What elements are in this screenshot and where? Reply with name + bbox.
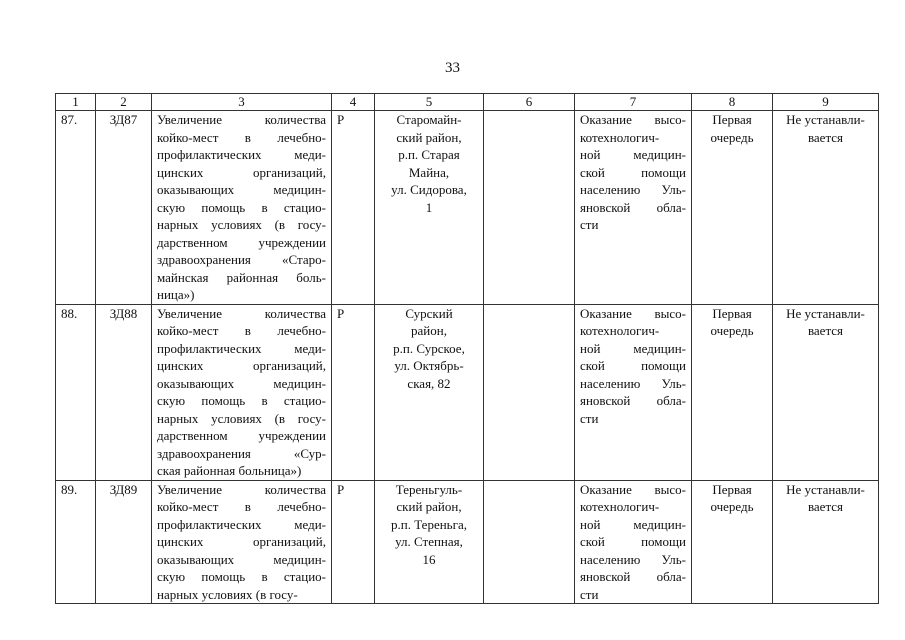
cell-text-line: 16: [422, 551, 436, 567]
cell-text-line: очередь: [710, 129, 754, 145]
cell-text-line: ница»): [157, 287, 195, 302]
cell-text-line: Оказание высо-: [580, 481, 686, 497]
cell-text-line: Не устанавли-: [786, 305, 865, 321]
cell-text-line: Старомайн-: [396, 112, 462, 127]
object-type: Р: [332, 111, 375, 305]
header-cell-4: 4: [332, 94, 375, 111]
cell-text-line: Оказание высо-: [580, 305, 686, 321]
cell-text-line: Первая: [712, 481, 752, 497]
table-row: [56, 304, 879, 480]
cell-text-line: вается: [807, 499, 844, 514]
cell-text-line: цинских организаций,: [157, 534, 326, 549]
cell-text-line: яновской обла-: [580, 393, 686, 408]
cell-text-line: Оказание высо-: [580, 112, 686, 127]
cell-text-line: населению Уль-: [580, 551, 686, 567]
cell-text-line: ская районная больница»): [157, 463, 302, 478]
header-cell-3: 3: [152, 94, 332, 111]
cell-text-line: котехнологич-: [580, 323, 660, 338]
row-number: 87.: [56, 111, 96, 305]
cell-text-line: нарных условиях (в госу-: [157, 217, 326, 232]
cell-text-line: оказывающих медицин-: [157, 182, 326, 197]
object-description: [152, 111, 332, 305]
cell-text-line: Первая: [712, 305, 752, 321]
object-type: Р: [332, 304, 375, 480]
object-location: [375, 480, 484, 604]
object-code: ЗД87: [96, 111, 152, 305]
cell-text-line: очередь: [710, 323, 754, 338]
cell-text-line: Не устанавли-: [786, 481, 865, 497]
cell-text-line: цинских организаций,: [157, 164, 326, 180]
object-location: [375, 111, 484, 305]
object-term: [773, 111, 879, 305]
object-code: ЗД88: [96, 304, 152, 480]
cell-text-line: ул. Степная,: [395, 534, 463, 549]
cell-text-line: ной медицин-: [580, 516, 686, 532]
row-number: 89.: [56, 480, 96, 604]
cell-text-line: оказывающих медицин-: [157, 551, 326, 567]
object-stage: [692, 480, 773, 604]
header-cell-7: 7: [575, 94, 692, 111]
cell-text-line: сти: [580, 410, 599, 426]
object-type: Р: [332, 480, 375, 604]
cell-text-line: майнская районная боль-: [157, 269, 326, 285]
cell-text-line: ной медицин-: [580, 147, 686, 162]
header-cell-8: 8: [692, 94, 773, 111]
cell-text-line: профилактических меди-: [157, 516, 326, 532]
cell-text-line: Майна,: [408, 164, 450, 180]
object-purpose: [575, 111, 692, 305]
object-code: ЗД89: [96, 480, 152, 604]
table-row: [56, 480, 879, 604]
cell-text-line: котехнологич-: [580, 129, 660, 145]
cell-text-line: скую помощь в стацио-: [157, 393, 326, 408]
cell-text-line: цинских организаций,: [157, 358, 326, 373]
cell-text-line: очередь: [710, 499, 754, 514]
cell-text-line: населению Уль-: [580, 375, 686, 391]
cell-text-line: Сурский: [405, 305, 453, 321]
cell-text-line: здравоохранения «Сур-: [157, 445, 326, 461]
cell-text-line: сти: [580, 586, 599, 602]
cell-text-line: Увеличение количества: [157, 481, 326, 497]
cell-text-line: профилактических меди-: [157, 340, 326, 356]
column-6-cell: [484, 111, 575, 305]
object-term: [773, 304, 879, 480]
cell-text-line: скую помощь в стацио-: [157, 569, 326, 584]
column-6-cell: [484, 304, 575, 480]
object-stage: [692, 111, 773, 305]
cell-text-line: ской помощи: [580, 534, 686, 549]
cell-text-line: ул. Октябрь-: [394, 358, 464, 373]
page-number: 33: [445, 60, 460, 76]
header-cell-6: 6: [484, 94, 575, 111]
object-description: [152, 480, 332, 604]
object-purpose: [575, 304, 692, 480]
object-location: [375, 304, 484, 480]
cell-text-line: дарственном учреждении: [157, 234, 326, 250]
cell-text-line: ский район,: [396, 129, 462, 145]
cell-text-line: р.п. Старая: [398, 147, 460, 162]
cell-text-line: ская, 82: [407, 375, 451, 391]
column-6-cell: [484, 480, 575, 604]
cell-text-line: Увеличение количества: [157, 112, 326, 127]
cell-text-line: ной медицин-: [580, 340, 686, 356]
cell-text-line: Увеличение количества: [157, 305, 326, 321]
cell-text-line: ской помощи: [580, 358, 686, 373]
cell-text-line: Первая: [712, 112, 752, 127]
row-number: 88.: [56, 304, 96, 480]
header-cell-5: 5: [375, 94, 484, 111]
header-cell-2: 2: [96, 94, 152, 111]
cell-text-line: койко-мест в лечебно-: [157, 323, 326, 338]
cell-text-line: вается: [807, 323, 844, 338]
cell-text-line: Не устанавли-: [786, 112, 865, 127]
objects-table: [55, 93, 879, 604]
object-stage: [692, 304, 773, 480]
cell-text-line: койко-мест в лечебно-: [157, 499, 326, 514]
cell-text-line: профилактических меди-: [157, 147, 326, 162]
cell-text-line: р.п. Сурское,: [393, 340, 465, 356]
object-description: [152, 304, 332, 480]
cell-text-line: ский район,: [396, 499, 462, 514]
object-purpose: [575, 480, 692, 604]
cell-text-line: нарных условиях (в госу-: [157, 586, 298, 602]
cell-text-line: Тереньгуль-: [395, 481, 463, 497]
cell-text-line: населению Уль-: [580, 182, 686, 197]
cell-text-line: скую помощь в стацио-: [157, 199, 326, 215]
cell-text-line: нарных условиях (в госу-: [157, 410, 326, 426]
cell-text-line: яновской обла-: [580, 199, 686, 215]
cell-text-line: койко-мест в лечебно-: [157, 129, 326, 145]
cell-text-line: котехнологич-: [580, 499, 660, 514]
cell-text-line: здравоохранения «Старо-: [157, 252, 326, 267]
header-row: [56, 94, 879, 111]
header-cell-1: 1: [56, 94, 96, 111]
cell-text-line: ской помощи: [580, 164, 686, 180]
object-term: [773, 480, 879, 604]
cell-text-line: район,: [411, 323, 447, 338]
header-cell-9: 9: [773, 94, 879, 111]
cell-text-line: оказывающих медицин-: [157, 375, 326, 391]
cell-text-line: дарственном учреждении: [157, 428, 326, 443]
cell-text-line: вается: [807, 129, 844, 145]
cell-text-line: 1: [425, 199, 433, 215]
cell-text-line: ул. Сидорова,: [391, 182, 467, 197]
cell-text-line: яновской обла-: [580, 569, 686, 584]
cell-text-line: сти: [580, 217, 599, 232]
table-row: [56, 111, 879, 305]
cell-text-line: р.п. Тереньга,: [391, 516, 467, 532]
